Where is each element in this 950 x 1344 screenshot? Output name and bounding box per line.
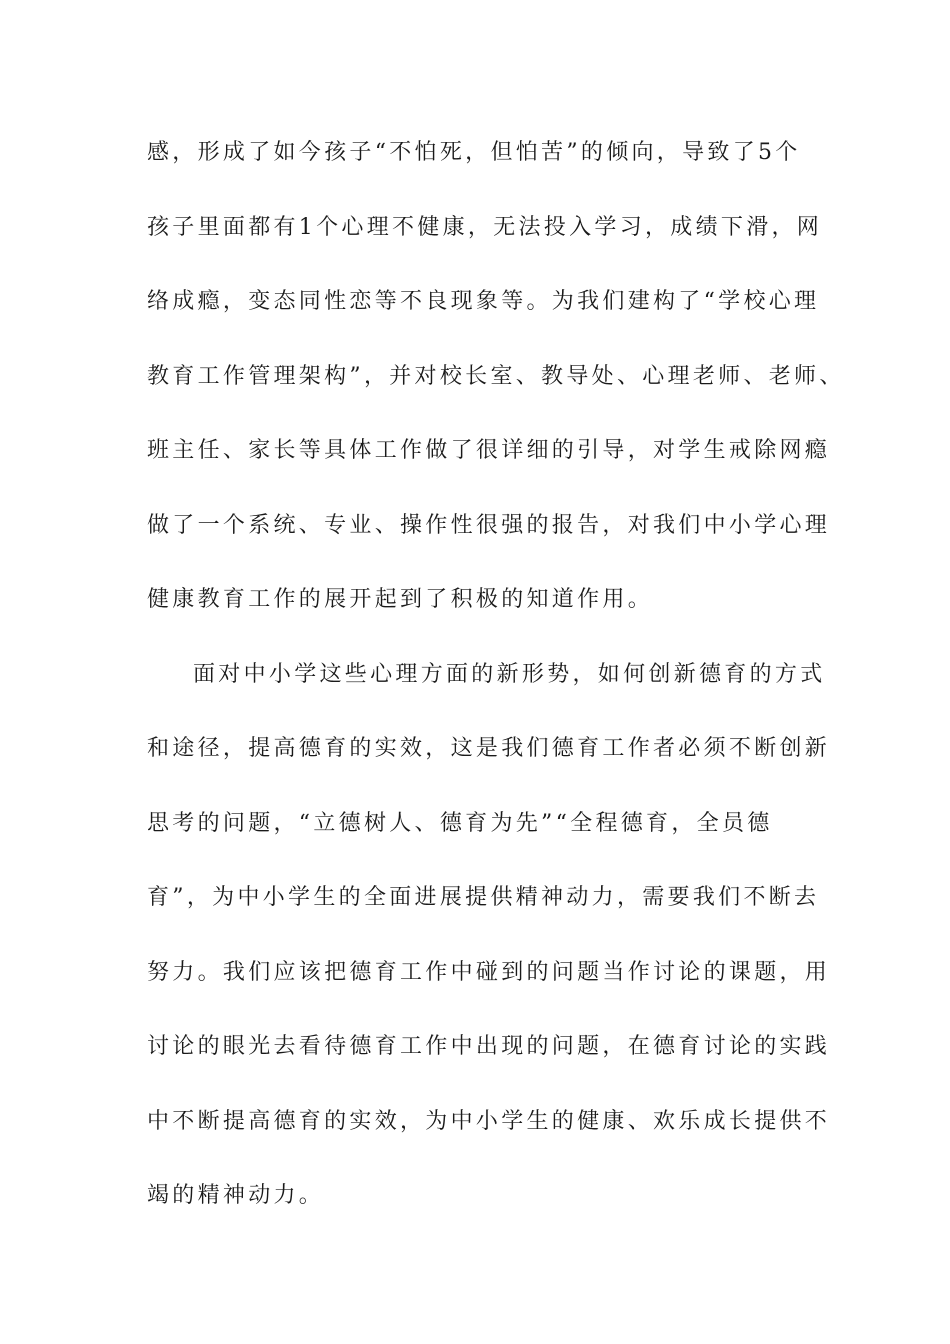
text-line: 竭的精神动力。 [147, 1183, 325, 1208]
text-line: 努力。我们应该把德育工作中碰到的问题当作讨论的课题，用 [147, 960, 831, 985]
text-line: 健康教育工作的展开起到了积极的知道作用。 [147, 587, 654, 612]
text-line: 育”，为中小学生的全面进展提供精神动力，需要我们不断去 [147, 885, 820, 910]
text-line: 思考的问题，“立德树人、德育为先”“全程德育，全员德 [147, 811, 773, 836]
paragraph-first-line: 面对中小学这些心理方面的新形势，如何创新德育的方式 [193, 662, 826, 687]
text-line: 络成瘾，变态同性恋等不良现象等。为我们建构了“学校心理 [147, 289, 820, 314]
text-line: 感，形成了如今孩子“不怕死，但怕苦”的倾向，导致了5个 [147, 140, 801, 165]
text-line: 教育工作管理架构”，并对校长室、教导处、心理老师、老师、 [147, 364, 845, 389]
text-line: 班主任、家长等具体工作做了很详细的引导，对学生戒除网瘾 [147, 438, 831, 463]
text-line: 孩子里面都有1个心理不健康，无法投入学习，成绩下滑，网 [147, 215, 823, 240]
text-line: 中不断提高德育的实效，为中小学生的健康、欢乐成长提供不 [147, 1109, 831, 1134]
text-line: 和途径，提高德育的实效，这是我们德育工作者必须不断创新 [147, 736, 831, 761]
text-line: 做了一个系统、专业、操作性很强的报告，对我们中小学心理 [147, 513, 831, 538]
text-line: 讨论的眼光去看待德育工作中出现的问题，在德育讨论的实践 [147, 1034, 831, 1059]
